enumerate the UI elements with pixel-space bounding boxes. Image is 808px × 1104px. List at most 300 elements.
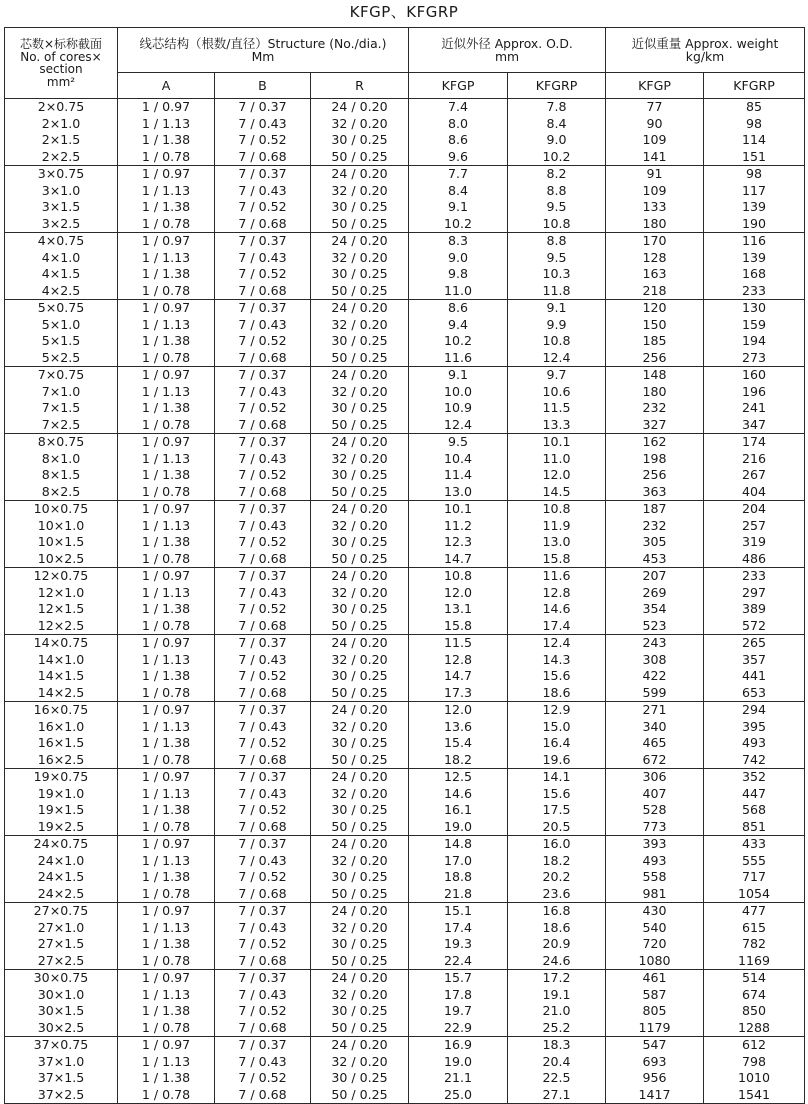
cores-value: 5 (41, 349, 50, 365)
section-value: 0.75 (60, 1037, 89, 1053)
section-value: 1.5 (64, 936, 85, 952)
cell-structure-b: 7 / 0.43 (215, 250, 311, 267)
cell-weight-kfgrp: 204 (704, 501, 805, 518)
cell-structure-a: 1 / 0.97 (118, 769, 215, 786)
table-row (5, 769, 805, 786)
header-cores-section-en1: No. of cores× (20, 49, 102, 64)
cell-weight-kfgp: 773 (606, 819, 704, 836)
cores-value: 19 (37, 818, 54, 834)
cell-od-kfgp: 15.7 (409, 970, 508, 987)
table-row (5, 266, 805, 283)
cell-structure-b: 7 / 0.68 (215, 752, 311, 769)
cell-od-kfgrp: 15.8 (508, 551, 606, 568)
cell-structure-r: 30 / 0.25 (311, 199, 409, 216)
times-sign: × (53, 584, 65, 600)
cell-structure-r: 50 / 0.25 (311, 1020, 409, 1037)
cell-od-kfgrp: 20.5 (508, 819, 606, 836)
table-row (5, 802, 805, 819)
times-sign: × (53, 1070, 65, 1086)
cell-cores-section (5, 869, 118, 886)
cell-weight-kfgrp: 433 (704, 836, 805, 853)
cell-od-kfgp: 14.7 (409, 551, 508, 568)
cell-structure-a: 1 / 0.97 (118, 300, 215, 317)
cell-od-kfgp: 7.4 (409, 99, 508, 116)
cell-structure-b: 7 / 0.52 (215, 735, 311, 752)
cell-structure-b: 7 / 0.52 (215, 199, 311, 216)
section-value: 1.5 (64, 869, 85, 885)
cell-structure-a: 1 / 1.13 (118, 585, 215, 602)
subheader-weight-kfgp: KFGP (606, 73, 704, 99)
times-sign: × (49, 266, 61, 282)
cell-cores-section (5, 635, 118, 652)
times-sign: × (49, 970, 61, 986)
times-sign: × (53, 718, 65, 734)
cell-structure-a: 1 / 1.38 (118, 668, 215, 685)
times-sign: × (53, 986, 65, 1002)
section-value: 1.5 (60, 132, 81, 148)
cell-od-kfgrp: 19.6 (508, 752, 606, 769)
section-value: 1.5 (64, 735, 85, 751)
cores-value: 10 (37, 517, 54, 533)
times-sign: × (49, 282, 61, 298)
cores-value: 16 (37, 718, 54, 734)
cell-weight-kfgrp: 798 (704, 1054, 805, 1071)
cell-structure-r: 32 / 0.20 (311, 116, 409, 133)
cell-weight-kfgp: 461 (606, 970, 704, 987)
cell-weight-kfgrp: 493 (704, 735, 805, 752)
cell-weight-kfgp: 393 (606, 836, 704, 853)
cores-value: 2 (41, 132, 50, 148)
cell-structure-a: 1 / 1.13 (118, 652, 215, 669)
cell-weight-kfgrp: 159 (704, 317, 805, 334)
cores-value: 12 (37, 601, 54, 617)
cell-weight-kfgp: 493 (606, 853, 704, 870)
cell-od-kfgrp: 27.1 (508, 1087, 606, 1104)
cores-value: 10 (37, 534, 54, 550)
cell-structure-r: 50 / 0.25 (311, 417, 409, 434)
cell-weight-kfgp: 243 (606, 635, 704, 652)
cell-structure-a: 1 / 0.97 (118, 166, 215, 183)
section-value: 1.0 (64, 919, 85, 935)
cell-od-kfgrp: 14.1 (508, 769, 606, 786)
times-sign: × (49, 836, 61, 852)
cell-cores-section (5, 601, 118, 618)
table-row (5, 953, 805, 970)
table-row (5, 367, 805, 384)
cell-structure-b: 7 / 0.52 (215, 668, 311, 685)
cell-od-kfgrp: 18.2 (508, 853, 606, 870)
cell-structure-b: 7 / 0.43 (215, 116, 311, 133)
cell-weight-kfgp: 256 (606, 350, 704, 367)
section-value: 0.75 (60, 501, 89, 517)
cell-structure-b: 7 / 0.52 (215, 132, 311, 149)
cell-weight-kfgp: 422 (606, 668, 704, 685)
cell-structure-a: 1 / 0.78 (118, 417, 215, 434)
cell-structure-a: 1 / 1.38 (118, 333, 215, 350)
cores-value: 27 (37, 919, 54, 935)
header-cores-section-zh: 芯数×标称截面 (19, 37, 103, 51)
cell-cores-section (5, 166, 118, 183)
cell-od-kfgrp: 9.7 (508, 367, 606, 384)
cell-od-kfgrp: 7.8 (508, 99, 606, 116)
table-row (5, 250, 805, 267)
cell-od-kfgrp: 18.6 (508, 920, 606, 937)
cell-od-kfgp: 12.0 (409, 585, 508, 602)
cell-structure-a: 1 / 0.78 (118, 551, 215, 568)
times-sign: × (53, 1003, 65, 1019)
times-sign: × (49, 1037, 61, 1053)
cell-weight-kfgp: 430 (606, 903, 704, 920)
cell-structure-b: 7 / 0.37 (215, 903, 311, 920)
table-row (5, 936, 805, 953)
times-sign: × (45, 233, 57, 249)
cell-structure-a: 1 / 0.97 (118, 1037, 215, 1054)
cell-structure-a: 1 / 1.38 (118, 266, 215, 283)
cell-od-kfgp: 9.8 (409, 266, 508, 283)
table-row (5, 869, 805, 886)
header-cores-section-unit: mm² (46, 74, 76, 89)
cell-structure-r: 32 / 0.20 (311, 987, 409, 1004)
times-sign: × (53, 751, 65, 767)
cell-od-kfgp: 17.0 (409, 853, 508, 870)
times-sign: × (53, 802, 65, 818)
table-row (5, 1037, 805, 1054)
cell-structure-b: 7 / 0.68 (215, 819, 311, 836)
table-row (5, 216, 805, 233)
table-row (5, 853, 805, 870)
table-row (5, 685, 805, 702)
cell-od-kfgrp: 12.9 (508, 702, 606, 719)
cell-cores-section (5, 333, 118, 350)
cell-od-kfgrp: 10.1 (508, 434, 606, 451)
cell-cores-section (5, 1070, 118, 1087)
cell-cores-section (5, 467, 118, 484)
table-row (5, 618, 805, 635)
header-structure-label: 线芯结构（根数/直径）Structure (No./dia.) (139, 36, 387, 51)
cell-structure-r: 32 / 0.20 (311, 719, 409, 736)
cell-od-kfgp: 10.9 (409, 400, 508, 417)
cell-od-kfgrp: 10.2 (508, 149, 606, 166)
cell-weight-kfgp: 956 (606, 1070, 704, 1087)
cell-structure-b: 7 / 0.52 (215, 534, 311, 551)
cell-structure-r: 24 / 0.20 (311, 769, 409, 786)
cell-structure-a: 1 / 1.13 (118, 451, 215, 468)
cell-weight-kfgrp: 98 (704, 166, 805, 183)
cell-structure-b: 7 / 0.43 (215, 585, 311, 602)
cell-structure-a: 1 / 1.38 (118, 1070, 215, 1087)
cell-weight-kfgrp: 196 (704, 384, 805, 401)
cell-structure-a: 1 / 1.38 (118, 1003, 215, 1020)
section-value: 2.5 (64, 684, 85, 700)
cell-cores-section (5, 266, 118, 283)
cores-value: 24 (37, 852, 54, 868)
subheader-b: B (215, 73, 311, 99)
cell-structure-b: 7 / 0.37 (215, 568, 311, 585)
cell-od-kfgrp: 9.5 (508, 199, 606, 216)
cell-structure-b: 7 / 0.52 (215, 400, 311, 417)
cell-structure-r: 50 / 0.25 (311, 149, 409, 166)
cell-weight-kfgrp: 782 (704, 936, 805, 953)
section-value: 1.0 (64, 986, 85, 1002)
cell-structure-r: 30 / 0.25 (311, 601, 409, 618)
cell-structure-r: 30 / 0.25 (311, 132, 409, 149)
cell-weight-kfgrp: 447 (704, 786, 805, 803)
cell-structure-r: 30 / 0.25 (311, 534, 409, 551)
table-row (5, 1054, 805, 1071)
cell-cores-section (5, 250, 118, 267)
cores-value: 4 (37, 233, 46, 249)
cell-structure-b: 7 / 0.52 (215, 601, 311, 618)
section-value: 1.5 (60, 266, 81, 282)
cell-structure-a: 1 / 0.78 (118, 953, 215, 970)
cell-weight-kfgp: 523 (606, 618, 704, 635)
cores-value: 37 (33, 1037, 50, 1053)
cell-weight-kfgp: 354 (606, 601, 704, 618)
cell-cores-section (5, 735, 118, 752)
times-sign: × (53, 852, 65, 868)
section-value: 1.0 (60, 182, 81, 198)
section-value: 1.5 (60, 333, 81, 349)
cell-cores-section (5, 518, 118, 535)
cell-structure-b: 7 / 0.43 (215, 317, 311, 334)
cell-structure-r: 24 / 0.20 (311, 99, 409, 116)
cell-structure-r: 30 / 0.25 (311, 467, 409, 484)
cell-weight-kfgp: 306 (606, 769, 704, 786)
cell-weight-kfgrp: 514 (704, 970, 805, 987)
cell-weight-kfgrp: 1169 (704, 953, 805, 970)
table-row (5, 149, 805, 166)
cell-cores-section (5, 551, 118, 568)
cell-od-kfgp: 11.2 (409, 518, 508, 535)
cores-value: 24 (37, 885, 54, 901)
cell-structure-b: 7 / 0.37 (215, 1037, 311, 1054)
cell-structure-a: 1 / 0.78 (118, 1087, 215, 1104)
cell-structure-b: 7 / 0.52 (215, 467, 311, 484)
cell-weight-kfgrp: 389 (704, 601, 805, 618)
times-sign: × (49, 349, 61, 365)
cell-weight-kfgp: 453 (606, 551, 704, 568)
section-value: 0.75 (60, 970, 89, 986)
cell-weight-kfgrp: 404 (704, 484, 805, 501)
cores-value: 2 (37, 99, 46, 115)
cell-weight-kfgp: 180 (606, 384, 704, 401)
cell-weight-kfgp: 269 (606, 585, 704, 602)
cell-structure-a: 1 / 1.13 (118, 853, 215, 870)
cell-structure-b: 7 / 0.52 (215, 869, 311, 886)
cell-structure-a: 1 / 1.38 (118, 534, 215, 551)
cell-weight-kfgrp: 160 (704, 367, 805, 384)
cell-weight-kfgp: 163 (606, 266, 704, 283)
section-value: 1.5 (64, 534, 85, 550)
cell-weight-kfgp: 91 (606, 166, 704, 183)
cell-weight-kfgp: 805 (606, 1003, 704, 1020)
cell-od-kfgrp: 21.0 (508, 1003, 606, 1020)
cell-structure-r: 32 / 0.20 (311, 518, 409, 535)
cell-weight-kfgrp: 441 (704, 668, 805, 685)
cores-value: 37 (37, 1070, 54, 1086)
cell-weight-kfgrp: 114 (704, 132, 805, 149)
cell-structure-b: 7 / 0.68 (215, 953, 311, 970)
cell-cores-section (5, 451, 118, 468)
cell-cores-section (5, 836, 118, 853)
cell-od-kfgp: 19.3 (409, 936, 508, 953)
cell-od-kfgp: 12.5 (409, 769, 508, 786)
cell-od-kfgp: 16.1 (409, 802, 508, 819)
cell-structure-r: 24 / 0.20 (311, 233, 409, 250)
cell-od-kfgp: 14.7 (409, 668, 508, 685)
cell-structure-b: 7 / 0.37 (215, 702, 311, 719)
cell-weight-kfgp: 232 (606, 518, 704, 535)
cell-cores-section (5, 1037, 118, 1054)
times-sign: × (49, 416, 61, 432)
cores-value: 37 (37, 1086, 54, 1102)
cores-value: 10 (37, 550, 54, 566)
cell-structure-a: 1 / 0.78 (118, 1020, 215, 1037)
cell-structure-r: 24 / 0.20 (311, 635, 409, 652)
cell-structure-a: 1 / 1.38 (118, 802, 215, 819)
table-row (5, 1087, 805, 1104)
times-sign: × (53, 1086, 65, 1102)
table-row (5, 1020, 805, 1037)
cell-structure-r: 30 / 0.25 (311, 802, 409, 819)
cores-value: 12 (37, 584, 54, 600)
cell-od-kfgrp: 11.0 (508, 451, 606, 468)
cell-structure-a: 1 / 0.97 (118, 702, 215, 719)
cell-structure-r: 50 / 0.25 (311, 1087, 409, 1104)
table-row (5, 735, 805, 752)
times-sign: × (49, 400, 61, 416)
cell-od-kfgrp: 12.4 (508, 635, 606, 652)
cell-structure-r: 32 / 0.20 (311, 250, 409, 267)
cores-value: 7 (37, 367, 46, 383)
cell-cores-section (5, 1087, 118, 1104)
cell-cores-section (5, 886, 118, 903)
table-row (5, 1003, 805, 1020)
cell-od-kfgrp: 11.6 (508, 568, 606, 585)
cell-od-kfgrp: 12.0 (508, 467, 606, 484)
cell-od-kfgrp: 8.8 (508, 183, 606, 200)
cell-weight-kfgrp: 151 (704, 149, 805, 166)
section-value: 1.5 (64, 668, 85, 684)
header-structure-unit: Mm (251, 49, 275, 64)
cell-weight-kfgp: 187 (606, 501, 704, 518)
cell-weight-kfgrp: 233 (704, 568, 805, 585)
cell-weight-kfgp: 407 (606, 786, 704, 803)
table-row (5, 484, 805, 501)
cores-value: 24 (37, 869, 54, 885)
cell-structure-b: 7 / 0.37 (215, 233, 311, 250)
cell-od-kfgrp: 13.0 (508, 534, 606, 551)
cell-weight-kfgp: 540 (606, 920, 704, 937)
cell-od-kfgrp: 8.2 (508, 166, 606, 183)
section-value: 0.75 (60, 769, 89, 785)
cell-weight-kfgrp: 851 (704, 819, 805, 836)
cell-cores-section (5, 501, 118, 518)
cell-weight-kfgp: 207 (606, 568, 704, 585)
cell-weight-kfgrp: 357 (704, 652, 805, 669)
times-sign: × (53, 534, 65, 550)
cell-structure-b: 7 / 0.43 (215, 853, 311, 870)
cell-weight-kfgrp: 1288 (704, 1020, 805, 1037)
cell-structure-a: 1 / 1.13 (118, 250, 215, 267)
times-sign: × (53, 936, 65, 952)
table-row (5, 283, 805, 300)
section-value: 1.0 (60, 249, 81, 265)
table-row (5, 601, 805, 618)
cores-value: 2 (41, 115, 50, 131)
cell-structure-b: 7 / 0.68 (215, 216, 311, 233)
subheader-a: A (118, 73, 215, 99)
cell-structure-a: 1 / 1.38 (118, 936, 215, 953)
cell-weight-kfgp: 185 (606, 333, 704, 350)
times-sign: × (49, 316, 61, 332)
cell-cores-section (5, 1020, 118, 1037)
cell-structure-r: 50 / 0.25 (311, 216, 409, 233)
table-row (5, 987, 805, 1004)
cores-value: 3 (41, 182, 50, 198)
cell-od-kfgrp: 11.9 (508, 518, 606, 535)
cores-value: 16 (37, 735, 54, 751)
cell-od-kfgp: 18.8 (409, 869, 508, 886)
cores-value: 30 (33, 970, 50, 986)
section-value: 1.0 (60, 450, 81, 466)
cell-structure-a: 1 / 1.38 (118, 400, 215, 417)
cell-structure-b: 7 / 0.37 (215, 769, 311, 786)
cell-structure-r: 32 / 0.20 (311, 853, 409, 870)
times-sign: × (49, 568, 61, 584)
cell-structure-r: 30 / 0.25 (311, 400, 409, 417)
cell-weight-kfgrp: 555 (704, 853, 805, 870)
table-row (5, 183, 805, 200)
cell-structure-r: 32 / 0.20 (311, 384, 409, 401)
cell-structure-a: 1 / 0.78 (118, 752, 215, 769)
cell-structure-a: 1 / 0.78 (118, 149, 215, 166)
cell-structure-b: 7 / 0.37 (215, 635, 311, 652)
section-value: 1.0 (60, 115, 81, 131)
cell-structure-b: 7 / 0.68 (215, 283, 311, 300)
cell-od-kfgrp: 10.8 (508, 501, 606, 518)
cell-weight-kfgrp: 130 (704, 300, 805, 317)
cell-od-kfgrp: 9.9 (508, 317, 606, 334)
cell-od-kfgp: 9.1 (409, 199, 508, 216)
cores-value: 5 (37, 300, 46, 316)
cell-od-kfgp: 11.5 (409, 635, 508, 652)
cell-structure-b: 7 / 0.52 (215, 802, 311, 819)
section-value: 2.5 (60, 282, 81, 298)
cell-structure-r: 32 / 0.20 (311, 1054, 409, 1071)
cell-structure-a: 1 / 0.97 (118, 99, 215, 116)
cell-od-kfgp: 11.0 (409, 283, 508, 300)
cell-cores-section (5, 936, 118, 953)
cell-od-kfgrp: 19.1 (508, 987, 606, 1004)
table-row (5, 384, 805, 401)
cell-od-kfgrp: 14.3 (508, 652, 606, 669)
cell-structure-a: 1 / 1.38 (118, 735, 215, 752)
table-row (5, 317, 805, 334)
cell-weight-kfgp: 128 (606, 250, 704, 267)
table-row (5, 819, 805, 836)
cell-structure-b: 7 / 0.43 (215, 518, 311, 535)
section-value: 2.5 (60, 483, 81, 499)
cell-structure-r: 50 / 0.25 (311, 350, 409, 367)
cores-value: 3 (41, 215, 50, 231)
cores-value: 5 (41, 333, 50, 349)
cell-structure-b: 7 / 0.37 (215, 367, 311, 384)
cell-weight-kfgp: 340 (606, 719, 704, 736)
section-value: 2.5 (60, 416, 81, 432)
table-row (5, 233, 805, 250)
table-body (5, 99, 805, 1104)
